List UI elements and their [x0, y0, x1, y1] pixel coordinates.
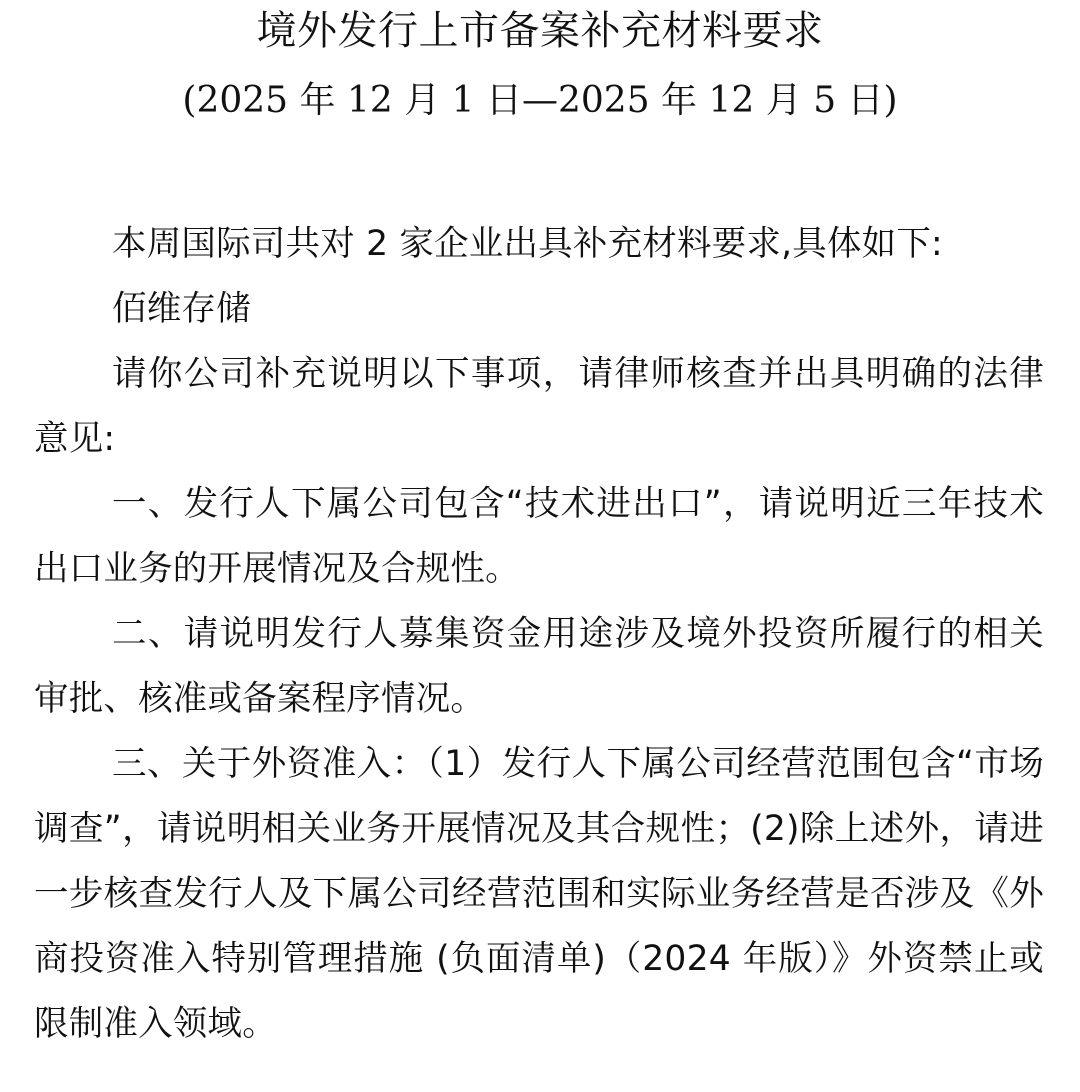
- item-paragraph-3: 三、关于外资准入：（1）发行人下属公司经营范围包含“市场调查”，请说明相关业务开展情况及其合规性；(2)除上述外，请进一步核查发行人及下属公司经营范围和实际业务经营是否涉及《外商投资准入特别管理措施 (负面清单)（2024 年版）》外资禁止或限制准入领域。: [34, 744, 1044, 1044]
- company-name: 佰维存储: [112, 289, 251, 329]
- intro-paragraph: 本周国际司共对 2 家企业出具补充材料要求,具体如下:: [112, 224, 943, 264]
- document-title: 境外发行上市备案补充材料要求: [256, 8, 824, 54]
- document-body: [34, 212, 1044, 1057]
- document-date-range: (2025 年 12 月 1 日—2025 年 12 月 5 日): [182, 80, 898, 121]
- item-paragraph-1: 一、发行人下属公司包含“技术进出口”，请说明近三年技术出口业务的开展情况及合规性。: [34, 484, 1044, 589]
- item-paragraph-2: 二、请说明发行人募集资金用途涉及境外投资所履行的相关审批、核准或备案程序情况。: [34, 614, 1044, 719]
- request-intro-paragraph: 请你公司补充说明以下事项，请律师核查并出具明确的法律意见:: [34, 354, 1044, 459]
